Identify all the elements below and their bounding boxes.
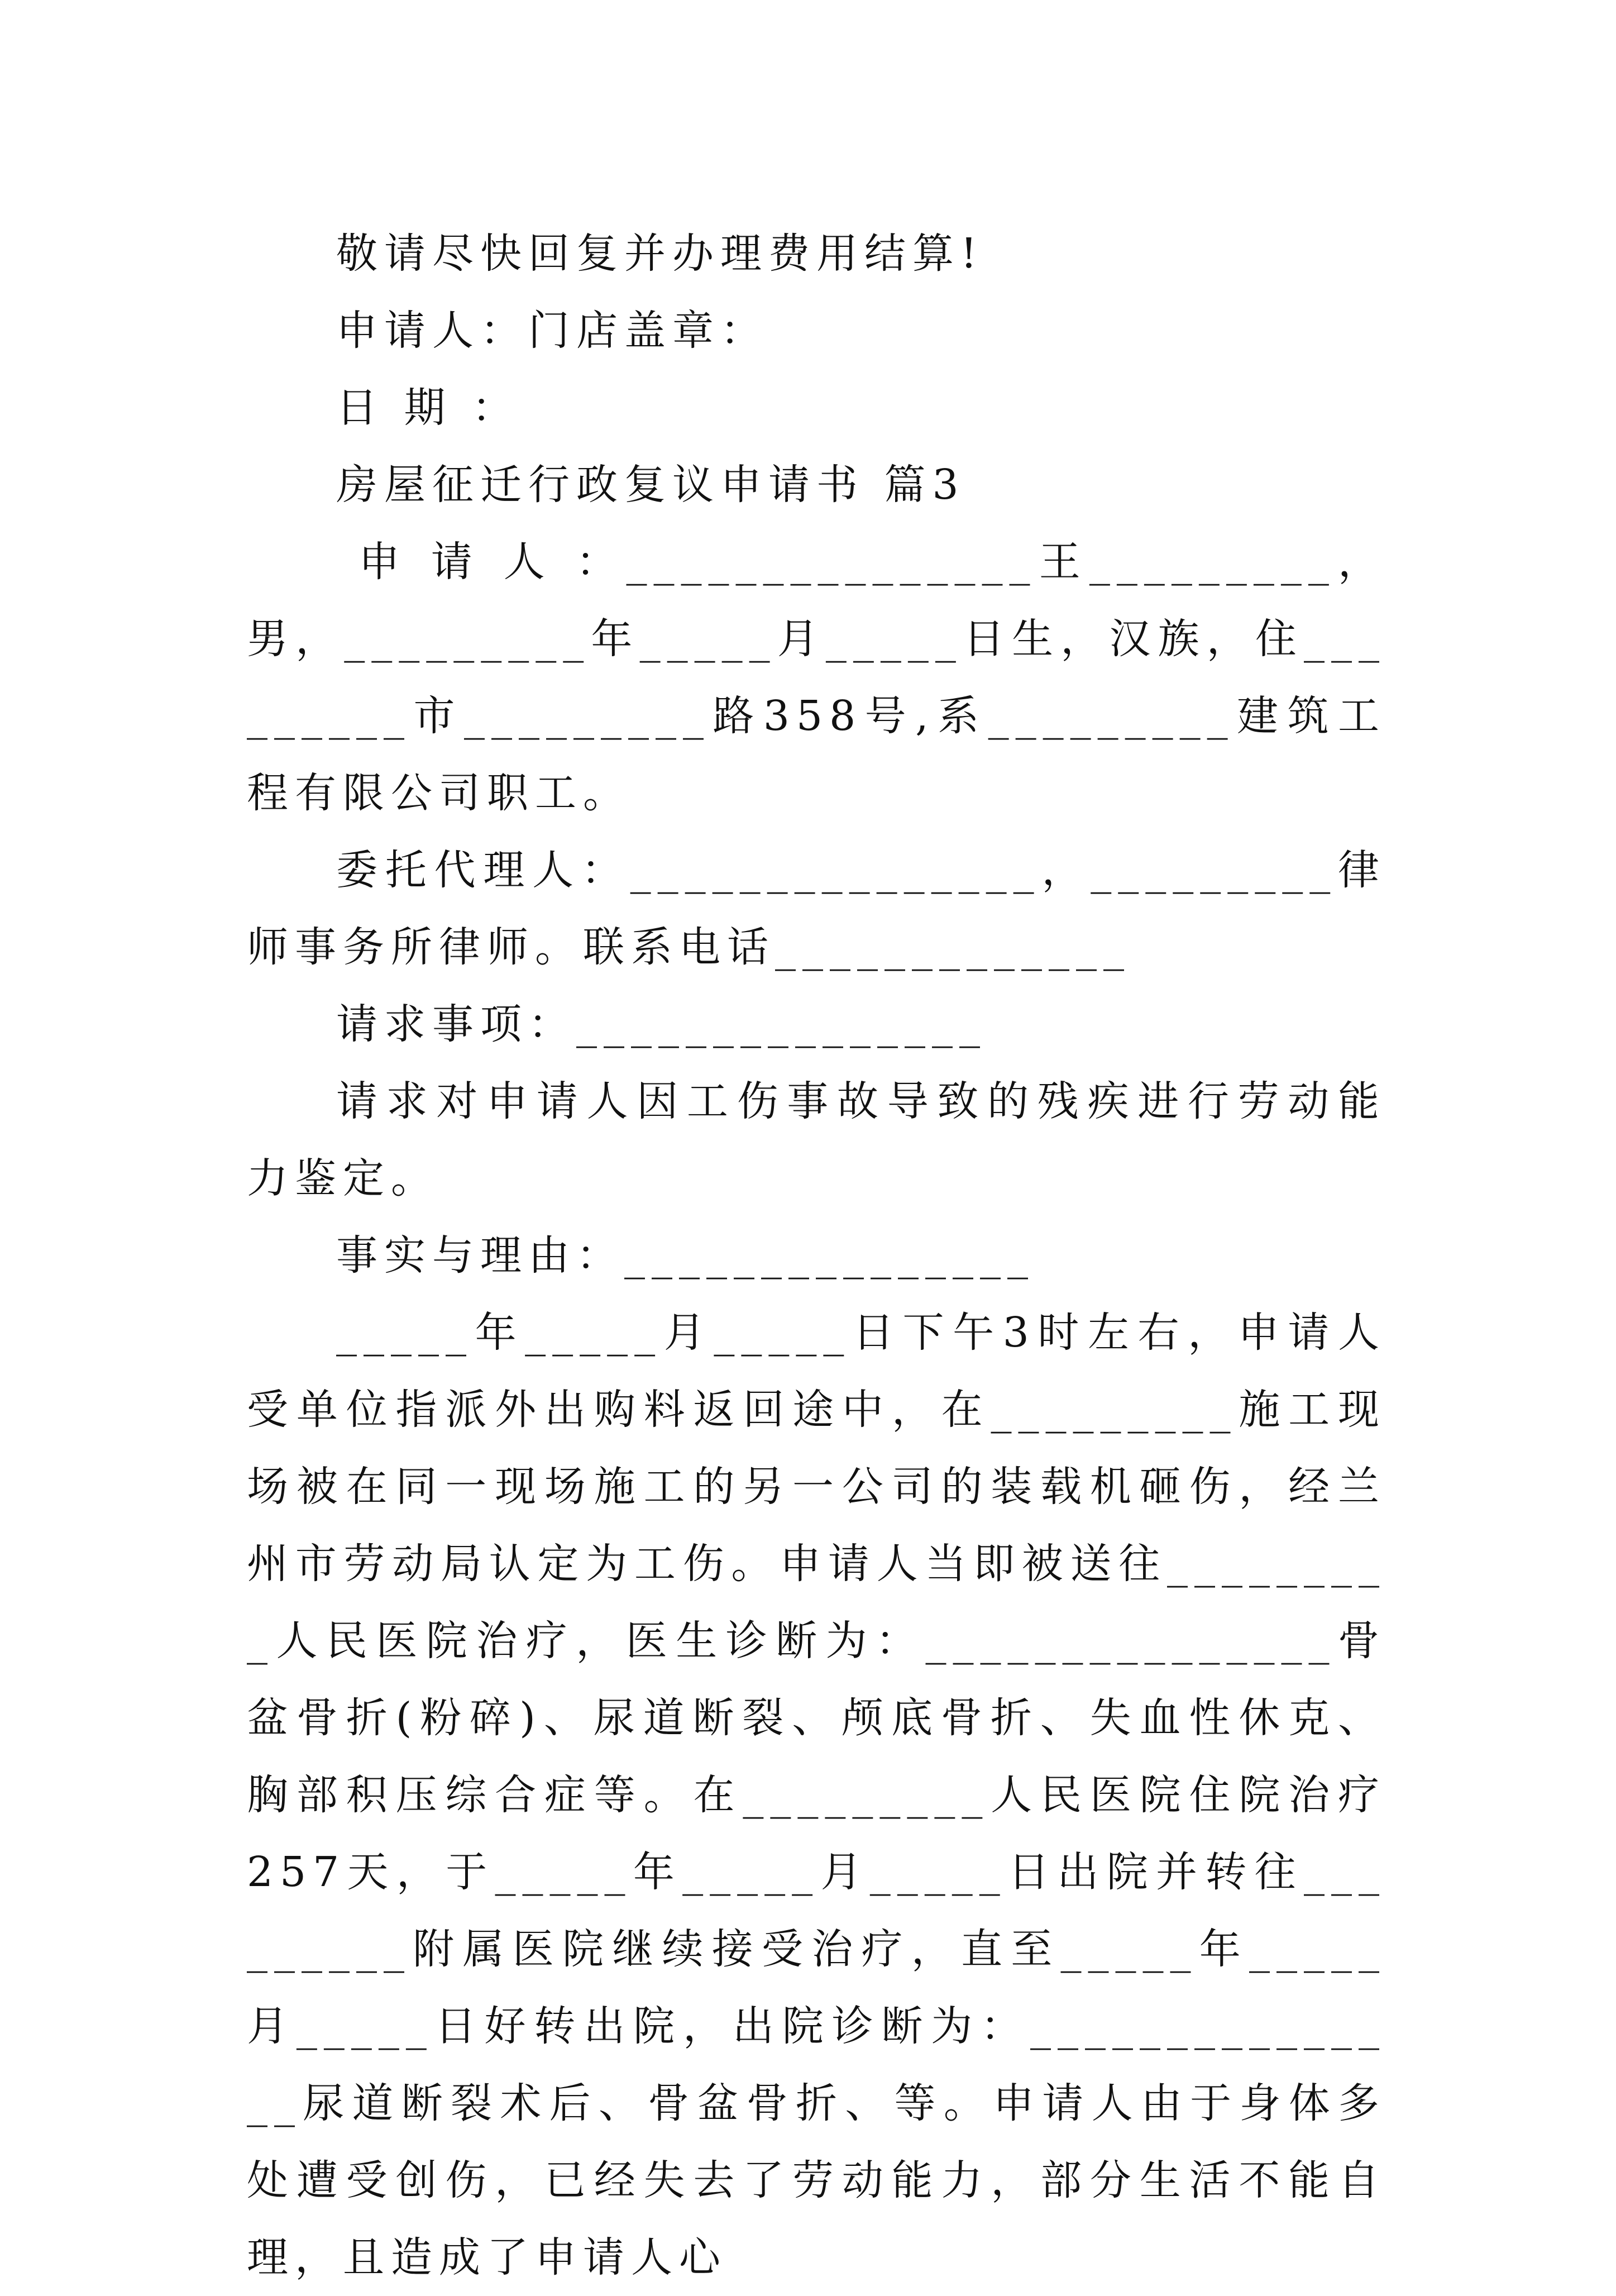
applicant-info-paragraph: 申 请 人 ：_______________王_________，男，_________年_____月_____日生，汉族，住_________市_________路358号,系_________建筑工程有限公司职工。 bbox=[247, 538, 1386, 817]
agent-info-paragraph: 委托代理人：_______________，_________律师事务所律师。联系电话_____________ bbox=[247, 846, 1386, 971]
date-line: 日 期 ： bbox=[336, 384, 520, 432]
section-title: 房屋征迁行政复议申请书 篇3 bbox=[336, 461, 965, 509]
facts-reasons-heading: 事实与理由：_______________ bbox=[336, 1231, 1035, 1280]
request-content-paragraph: 请求对申请人因工伤事故导致的残疾进行劳动能力鉴定。 bbox=[247, 1077, 1386, 1202]
applicant-seal-line: 申请人：门店盖章： bbox=[336, 307, 768, 355]
request-items-heading: 请求事项：_______________ bbox=[336, 1000, 987, 1048]
facts-body-paragraph: _____年_____月_____日下午3时左右，申请人受单位指派外出购料返回途中，在_________施工现场被在同一现场施工的另一公司的装载机砸伤，经兰州市劳动局认定为工伤。申请人当即被送往_________人民医院治疗，医生诊断为：_______________骨盆骨折(粉碎)、尿道断裂、颅底骨折、失血性休克、胸部积压综合症等。在_________人民医院住院治疗257天，于_____年_____月_____日出院并转往_________附属医院继续接受治疗，直至_____年_____月_____日好转出院，出院诊断为：_______________尿道断裂术后、骨盆骨折、等。申请人由于身体多处遭受创伤，已经失去了劳动能力，部分生活不能自理，且造成了申请人心 bbox=[247, 1309, 1386, 2281]
document-body bbox=[247, 215, 1386, 2296]
closing-request-line: 敬请尽快回复并办理费用结算! bbox=[336, 230, 984, 278]
